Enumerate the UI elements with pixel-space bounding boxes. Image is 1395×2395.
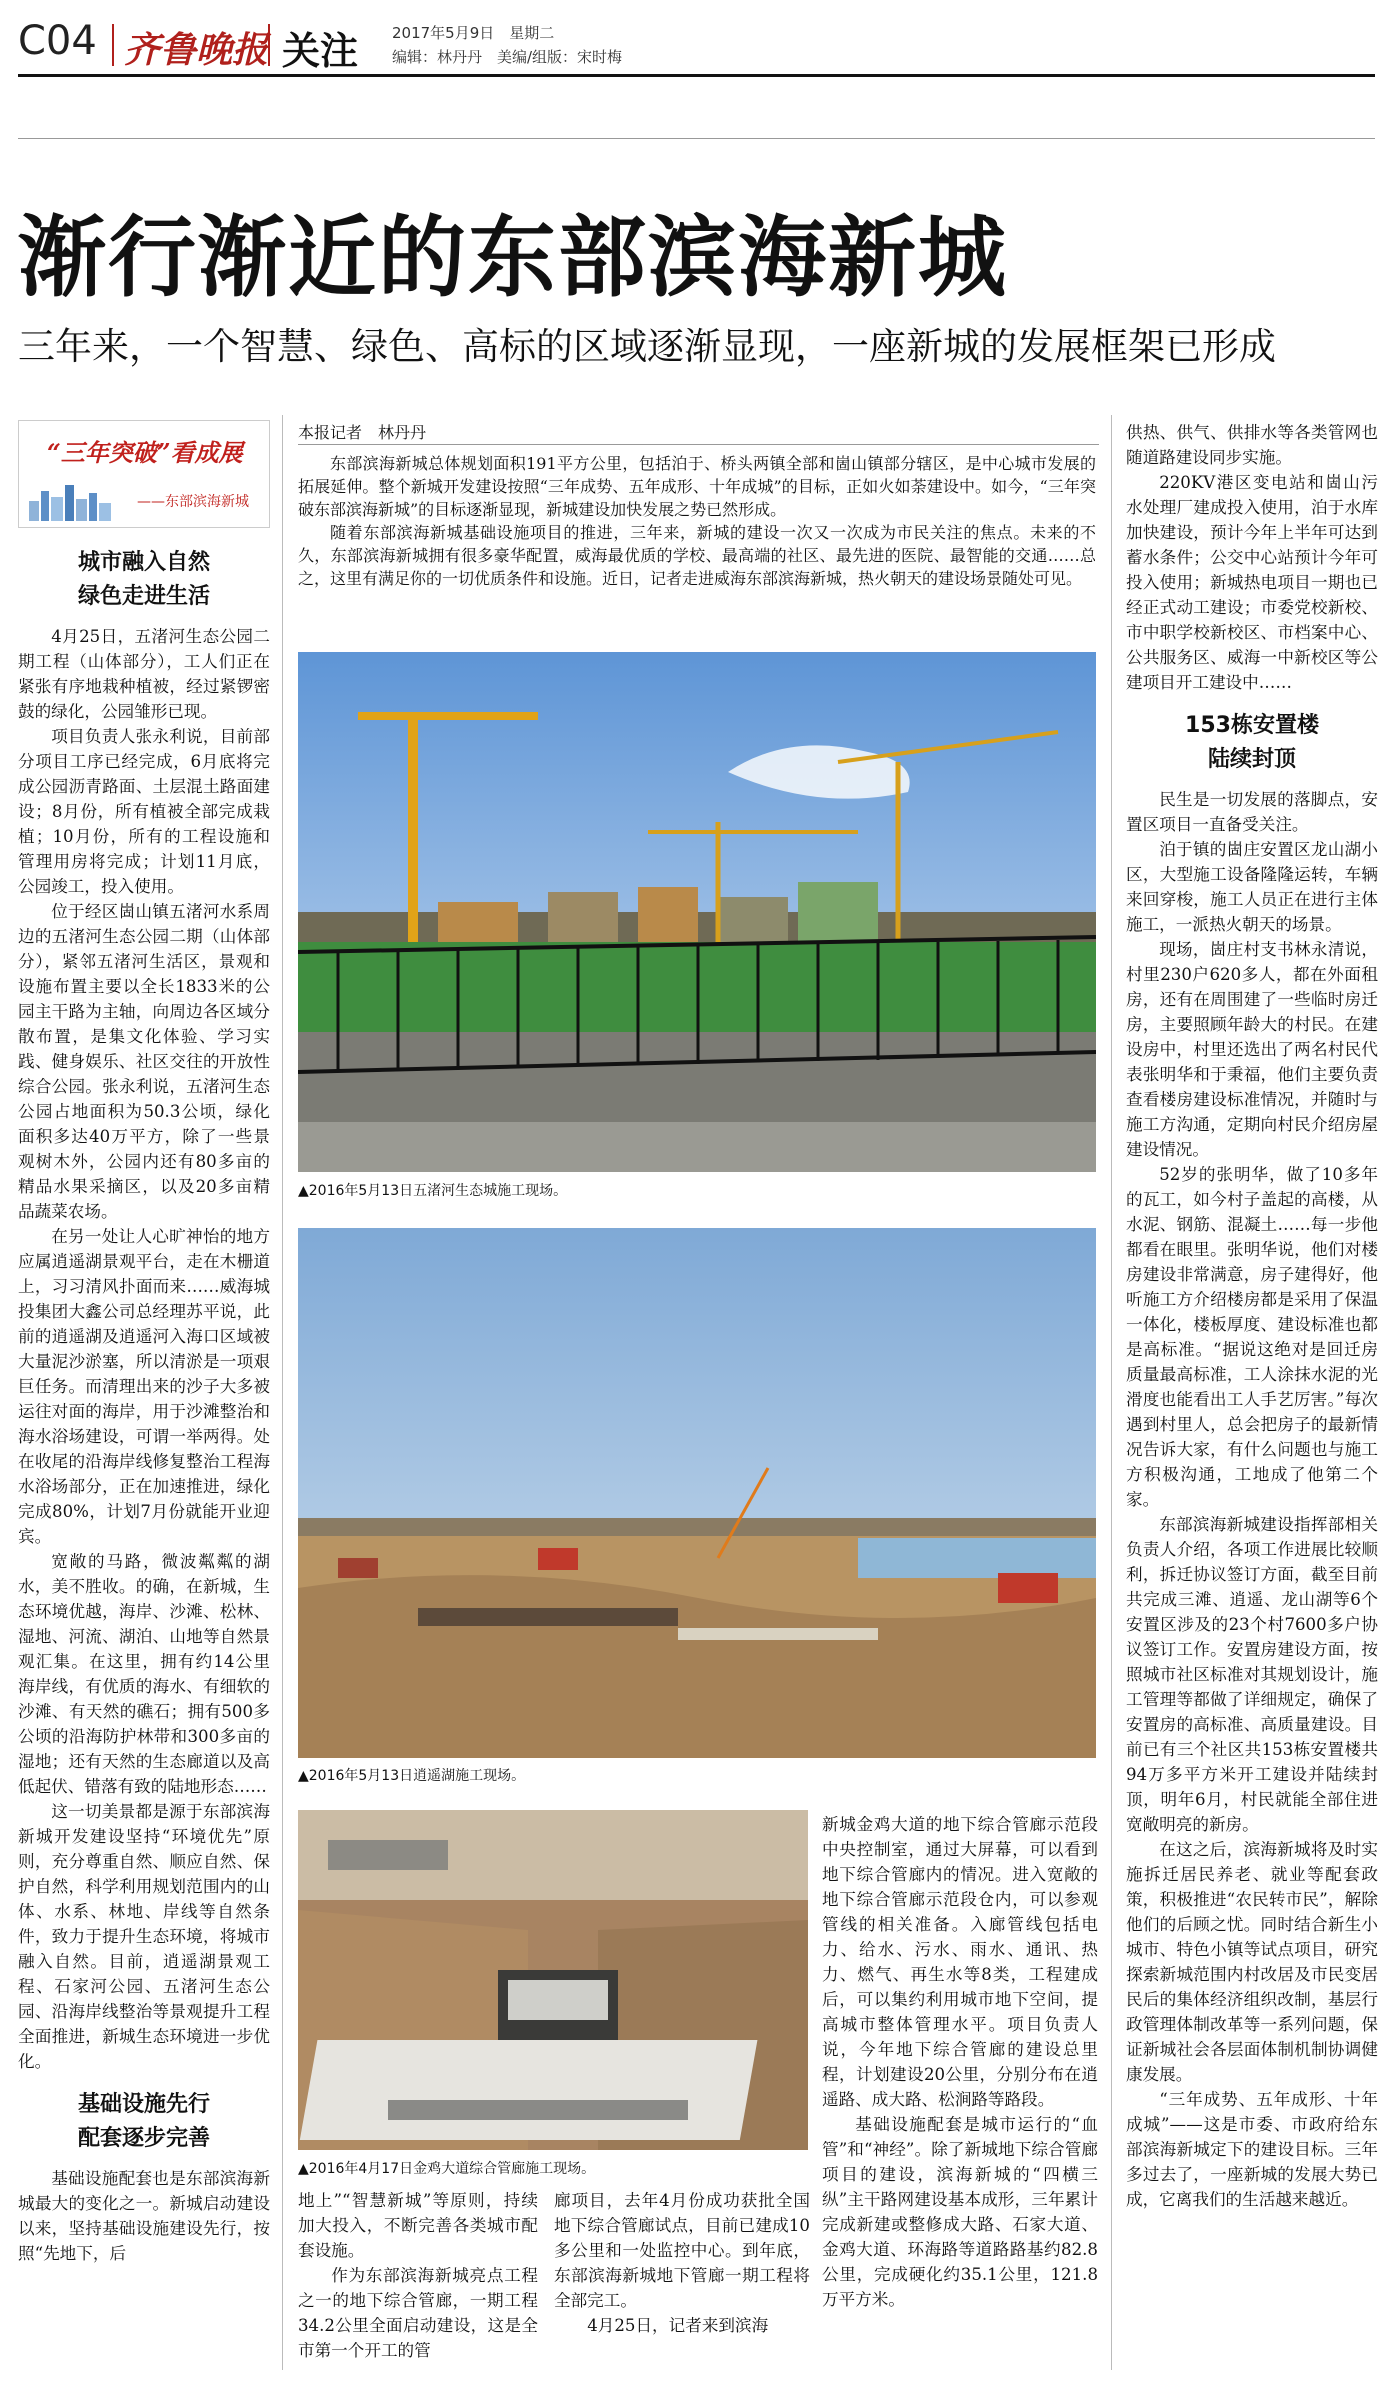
divider xyxy=(112,24,114,66)
photo-utility-tunnel xyxy=(298,1810,808,2150)
section-title: 关注 xyxy=(282,29,359,73)
paragraph: 4月25日，五渚河生态公园二期工程（山体部分），工人们正在紧张有序地栽种植被，经过紧锣密鼓的绿化，公园雏形已现。 xyxy=(18,627,270,721)
middle-right-column xyxy=(822,1812,1098,2312)
section-heading: 基础设施先行 配套逐步完善 xyxy=(77,2092,210,2151)
paragraph: 新城金鸡大道的地下综合管廊示范段中央控制室，通过大屏幕，可以看到地下综合管廊内的情况。进入宽敞的地下综合管廊示范段仓内，可以参观管线的相关准备。入廊管线包括电力、给水、污水、雨水、通讯、热力、燃气、再生水等8类，工程建成后，可以集约利用城市地下空间，提高城市整体管理水平。项目负责人说，今年地下综合管廊的建设总里程，计划建设20公里，分别分布在逍遥路、成大路、松涧路等路段。 xyxy=(822,1815,1098,2109)
badge-subtitle: ——东部滨海新城 xyxy=(137,494,249,510)
column-divider xyxy=(282,415,283,2370)
photo-caption: ▲2016年5月13日逍遥湖施工现场。 xyxy=(298,1768,526,1784)
left-column xyxy=(18,532,270,2266)
paragraph: 现场，崮庄村支书林永清说，村里230户620多人，都在外面租房，还有在周围建了一些临时房迁房，主要照顾年龄大的村民。在建设房中，村里还选出了两名村民代表张明华和于秉福，他们主要负责查看楼房建设标准情况，并随时与施工方沟通，定期向村民介绍房屋建设情况。 xyxy=(1126,940,1378,1159)
paragraph: 位于经区崮山镇五渚河水系周边的五渚河生态公园二期（山体部分），紧邻五渚河生活区，景观和设施布置主要以全长1833米的公园主干路为主轴，向周边各区域分散布置，是集文化体验、学习实践、健身娱乐、社区交往的开放性综合公园。张永利说，五渚河生态公园占地面积为50.3公顷，绿化面积多达40万平方，除了一些景观树木外，公园内还有80多亩的精品水果采摘区，以及20多亩精品蔬菜农场。 xyxy=(18,902,270,1221)
paragraph: 宽敞的马路，微波粼粼的湖水，美不胜收。的确，在新城，生态环境优越，海岸、沙滩、松林、湿地、河流、湖泊、山地等自然景观汇集。在这里，拥有约14公里海岸线，有优质的海水、有细软的沙滩、有天然的礁石；拥有500多公顷的沿海防护林带和300多亩的湿地；还有天然的生态廊道以及高低起伏、错落有致的陆地形态…… xyxy=(18,1552,270,1796)
photo-construction-site xyxy=(298,652,1096,1172)
page-number: C04 xyxy=(18,18,97,64)
subheadline: 三年来，一个智慧、绿色、高标的区域逐渐显现，一座新城的发展框架已形成 xyxy=(18,325,1276,368)
bottom-column-a xyxy=(298,2188,538,2363)
paragraph: 泊于镇的崮庄安置区龙山湖小区，大型施工设备隆隆运转，车辆来回穿梭，施工人员正在进行主体施工，一派热火朝天的场景。 xyxy=(1126,840,1378,934)
byline: 本报记者 林丹丹 xyxy=(298,423,427,442)
right-column xyxy=(1126,420,1378,2212)
paragraph: 基础设施配套也是东部滨海新城最大的变化之一。新城启动建设以来，坚持基础设施建设先行，按照“先地下，后 xyxy=(18,2169,270,2263)
paragraph: 廊项目，去年4月份成功获批全国地下综合管廊试点，目前已建成10多公里和一处监控中心。到年底，东部滨海新城地下管廊一期工程将全部完工。 xyxy=(554,2191,810,2310)
headline: 渐行渐近的东部滨海新城 xyxy=(18,206,1009,309)
paragraph: 民生是一切发展的落脚点，安置区项目一直备受关注。 xyxy=(1126,790,1378,834)
section-heading: 153栋安置楼 陆续封顶 xyxy=(1185,713,1319,772)
newspaper-name: 齐鲁晚报 xyxy=(124,29,269,71)
photo-lake-site xyxy=(298,1228,1096,1758)
paragraph: 52岁的张明华，做了10多年的瓦工，如今村子盖起的高楼，从水泥、钢筋、混凝土……每一步他都看在眼里。张明华说，他们对楼房建设非常满意，房子建得好，他听施工方介绍楼房都是采用了保温一体化，楼板厚度、建设标准也都是高标准。“据说这绝对是回迁房质量最高标准，工人涂抹水泥的光滑度也能看出工人手艺厉害。”每次遇到村里人，总会把房子的最新情况告诉大家，有什么问题也与施工方积极沟通，工地成了他第二个家。 xyxy=(1126,1165,1378,1509)
paragraph: 这一切美景都是源于东部滨海新城开发建设坚持“环境优先”原则，充分尊重自然、顺应自然、保护自然，科学利用规划范围内的山体、水系、林地、岸线等自然条件，致力于提升生态环境，将城市融入自然。目前，逍遥湖景观工程、石家河公园、五渚河生态公园、沿海岸线整治等景观提升工程全面推进，新城生态环境进一步优化。 xyxy=(18,1802,270,2071)
photo-caption: ▲2016年4月17日金鸡大道综合管廊施工现场。 xyxy=(298,2161,596,2177)
paragraph: 基础设施配套是城市运行的“血管”和“神经”。除了新城地下综合管廊项目的建设，滨海新城的“四横三纵”主干路网建设基本成形，三年累计完成新建或整修成大路、石家大道、金鸡大道、环海路等道路路基约82.8公里，完成硬化约35.1公里，121.8万平方米。 xyxy=(822,2115,1098,2309)
intro-paragraph: 东部滨海新城总体规划面积191平方公里，包括泊于、桥头两镇全部和崮山镇部分辖区，是中心城市发展的拓展延伸。整个新城开发建设按照“三年成势、五年成形、十年成城”的目标，正如火如荼建设中。如今，“三年突破东部滨海新城”的目标逐渐显现，新城建设加快发展之势已然形成。 xyxy=(298,454,1096,519)
paragraph: 作为东部滨海新城亮点工程之一的地下综合管廊，一期工程34.2公里全面启动建设，这是全市第一个开工的管 xyxy=(298,2266,538,2360)
paragraph: 在这之后，滨海新城将及时实施拆迁居民养老、就业等配套政策，积极推进“农民转市民”，解除他们的后顾之忧。同时结合新生小城市、特色小镇等试点项目，研究探索新城范围内村改居及市民变居民后的集体经济组织改制，基层行政管理体制改革等一系列问题，保证新城社会各层面体制机制协调健康发展。 xyxy=(1126,1840,1378,2084)
date-line: 2017年5月9日 星期二 xyxy=(392,24,555,42)
byline-rule xyxy=(298,444,1099,445)
top-rule xyxy=(18,138,1375,139)
paragraph: 东部滨海新城建设指挥部相关负责人介绍，各项工作进展比较顺利，拆迁协议签订方面，截至目前共完成三滩、逍遥、龙山湖等6个安置区涉及的23个村7600多户协议签订工作。安置房建设方面，按照城市社区标准对其规划设计，施工管理等都做了详细规定，确保了安置房的高标准、高质量建设。目前已有三个社区共153栋安置楼共94万多平方米开工建设并陆续封顶，明年6月，村民就能全部住进宽敞明亮的新房。 xyxy=(1126,1515,1378,1834)
intro-paragraph: 随着东部滨海新城基础设施项目的推进，三年来，新城的建设一次又一次成为市民关注的焦点。未来的不久，东部滨海新城拥有很多豪华配置，威海最优质的学校、最高端的社区、最先进的医院、最智能的交通……总之，这里有满足你的一切优质条件和设施。近日，记者走进威海东部滨海新城，热火朝天的建设场景随处可见。 xyxy=(298,523,1096,588)
paragraph: “三年成势、五年成形、十年成城”——这是市委、市政府给东部滨海新城定下的建设目标。三年多过去了，一座新城的发展大势已成，它离我们的生活越来越近。 xyxy=(1126,2090,1378,2209)
paragraph: 供热、供气、供排水等各类管网也随道路建设同步实施。 xyxy=(1126,423,1378,467)
column-divider xyxy=(1111,415,1112,2370)
bottom-column-b xyxy=(554,2188,810,2338)
skyline-icon xyxy=(27,481,127,521)
series-badge xyxy=(18,420,270,528)
paragraph: 地上”“智慧新城”等原则，持续加大投入，不断完善各类城市配套设施。 xyxy=(298,2191,538,2260)
paragraph: 4月25日，记者来到滨海 xyxy=(587,2316,769,2335)
paragraph: 在另一处让人心旷神怡的地方应属逍遥湖景观平台，走在木栅道上，习习清风扑面而来……威海城投集团大鑫公司总经理苏平说，此前的逍遥湖及逍遥河入海口区域被大量泥沙淤塞，所以清淤是一项艰巨任务。而清理出来的沙子大多被运往对面的海岸，用于沙滩整治和海水浴场建设，可谓一举两得。处在收尾的沿海岸线修复整治工程海水浴场部分，正在加速推进，绿化完成80%，计划7月份就能开业迎宾。 xyxy=(18,1227,270,1546)
masthead xyxy=(18,14,1375,77)
divider xyxy=(268,24,270,66)
editor-line: 编辑：林丹丹 美编/组版：宋时梅 xyxy=(392,48,623,66)
paragraph: 项目负责人张永利说，目前部分项目工序已经完成，6月底将完成公园沥青路面、土层混土路面建设；8月份，所有植被全部完成栽植；10月份，所有的工程设施和管理用房将完成；计划11月底，公园竣工，投入使用。 xyxy=(18,727,270,896)
paragraph: 220KV港区变电站和崮山污水处理厂建成投入使用，泊于水库加快建设，预计今年上半年可达到蓄水条件；公交中心站预计今年可投入使用；新城热电项目一期也已经正式动工建设；市委党校新校、市中职学校新校区、市档案中心、公共服务区、威海一中新校区等公建项目开工建设中…… xyxy=(1126,473,1378,692)
badge-title: “三年突破”看成展 xyxy=(47,438,243,467)
intro xyxy=(298,452,1096,590)
photo-caption: ▲2016年5月13日五渚河生态城施工现场。 xyxy=(298,1183,568,1199)
section-heading: 城市融入自然 绿色走进生活 xyxy=(77,550,210,609)
